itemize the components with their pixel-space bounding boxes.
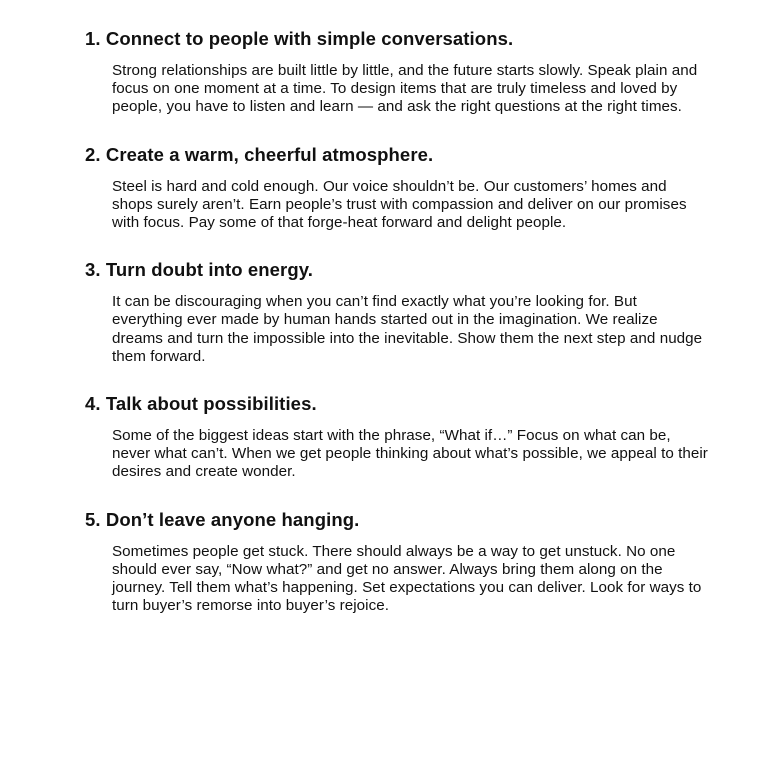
principle-title: 5. Don’t leave anyone hanging. bbox=[85, 508, 360, 530]
principle-section bbox=[85, 28, 710, 117]
principle-section bbox=[85, 509, 710, 616]
principle-title: 4. Talk about possibilities. bbox=[85, 393, 317, 415]
principle-title: 1. Connect to people with simple conversations. bbox=[85, 28, 514, 49]
principle-body: Steel is hard and cold enough. Our voice shouldn’t be. Our customers’ homes and shops surely aren’t. Earn people’s trust with compassion and deliver on our promises with focus. Pay some of that forge-heat forward and delight people. bbox=[112, 177, 687, 232]
principle-body: Strong relationships are built little by little, and the future starts slowly. Speak plain and focus on one moment at a time. To design items that are truly timeless and loved by people, you have to listen and learn — and ask the right questions at the right times. bbox=[112, 62, 698, 116]
principle-section bbox=[85, 393, 710, 482]
principle-body: It can be discouraging when you can’t find exactly what you’re looking for. But everything ever made by human hands started out in the imagination. We realize dreams and turn the impossible into the inevitable. Show them the next step and nudge them forward. bbox=[112, 293, 703, 365]
principle-section bbox=[85, 259, 710, 366]
principle-title: 2. Create a warm, cheerful atmosphere. bbox=[85, 143, 434, 165]
principle-body: Some of the biggest ideas start with the phrase, “What if…” Focus on what can be, never what can’t. When we get people thinking about what’s possible, we appeal to their desires and create wonder. bbox=[112, 427, 708, 481]
principle-title: 3. Turn doubt into energy. bbox=[85, 259, 314, 281]
principle-section bbox=[85, 144, 710, 233]
principle-body: Sometimes people get stuck. There should always be a way to get unstuck. No one should ever say, “Now what?” and get no answer. Always bring them along on the journey. Tell them what’s happening. Set expectations you can deliver. Look for ways to turn buyer’s remorse into buyer’s rejoice. bbox=[112, 542, 702, 615]
principles-list bbox=[85, 28, 710, 642]
